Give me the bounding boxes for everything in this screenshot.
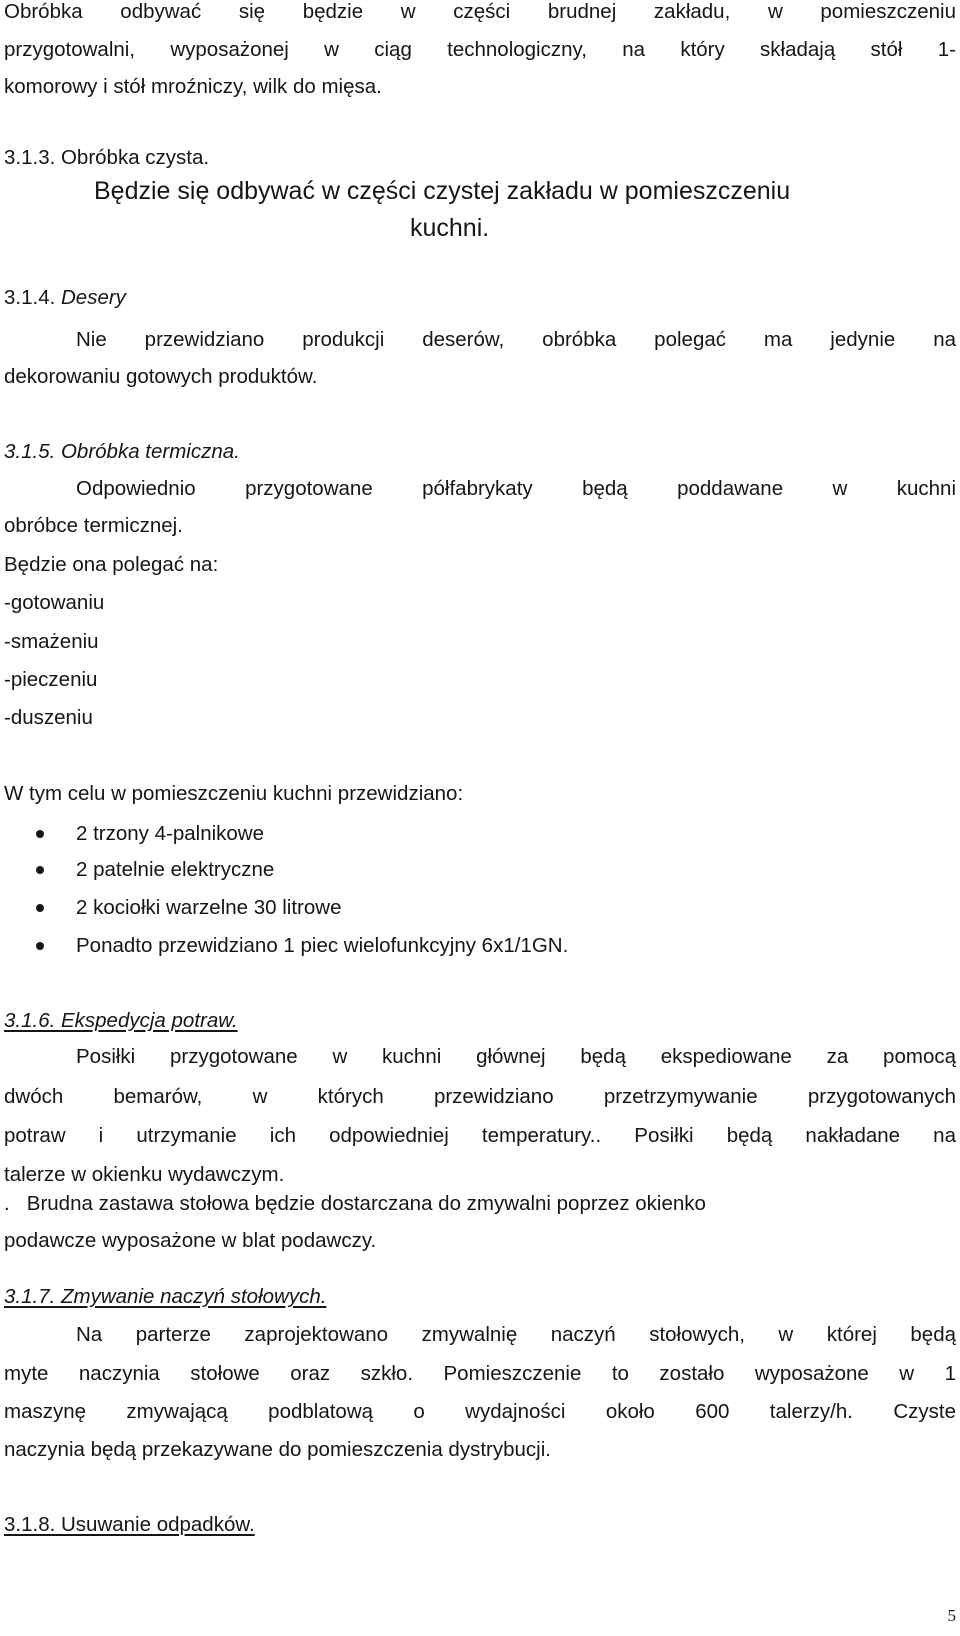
- section-heading: [4, 286, 956, 310]
- paragraph-line: dwóch bemarów, w których przewidziano przetrzymywanie przygotowanych: [4, 1085, 956, 1108]
- bullet-icon: [36, 830, 44, 838]
- list-item: -gotowaniu: [4, 591, 105, 614]
- paragraph-line: obróbce termicznej.: [4, 514, 183, 537]
- paragraph-line: dekorowaniu gotowych produktów.: [4, 365, 318, 388]
- paragraph-line: Będzie ona polegać na:: [4, 553, 219, 576]
- paragraph-line: komorowy i stół mroźniczy, wilk do mięsa.: [4, 75, 382, 98]
- paragraph-line: przygotowalni, wyposażonej w ciąg technologiczny, na który składają stół 1-: [4, 38, 956, 61]
- list-item: -duszeniu: [4, 706, 93, 729]
- bullet-item: Ponadto przewidziano 1 piec wielofunkcyjny 6x1/1GN.: [76, 934, 569, 957]
- section-title: Desery: [61, 286, 126, 309]
- bullet-item: 2 trzony 4-palnikowe: [76, 822, 265, 845]
- list-item: -smażeniu: [4, 630, 99, 653]
- bullet-item: 2 patelnie elektryczne: [76, 858, 275, 881]
- section-heading: 3.1.5. Obróbka termiczna.: [4, 440, 240, 463]
- paragraph-line: podawcze wyposażone w blat podawczy.: [4, 1229, 377, 1252]
- paragraph-line: Na parterze zaprojektowano zmywalnię naczyń stołowych, w której będą: [76, 1323, 956, 1346]
- section-heading: 3.1.8. Usuwanie odpadków.: [4, 1513, 255, 1536]
- paragraph-line: maszynę zmywającą podblatową o wydajności około 600 talerzy/h. Czyste: [4, 1400, 956, 1423]
- paragraph-line: talerze w okienku wydawczym.: [4, 1163, 285, 1186]
- page-number: 5: [947, 1606, 956, 1625]
- section-heading: 3.1.3. Obróbka czysta.: [4, 146, 210, 169]
- paragraph-line: kuchni.: [410, 214, 490, 242]
- section-heading: 3.1.7. Zmywanie naczyń stołowych.: [4, 1285, 327, 1308]
- paragraph-line: W tym celu w pomieszczeniu kuchni przewidziano:: [4, 782, 464, 805]
- bullet-icon: [36, 942, 44, 950]
- paragraph-line: potraw i utrzymanie ich odpowiedniej temperatury.. Posiłki będą nakładane na: [4, 1124, 956, 1147]
- paragraph-line: naczynia będą przekazywane do pomieszczenia dystrybucji.: [4, 1438, 551, 1461]
- paragraph-line: Obróbka odbywać się będzie w części brudnej zakładu, w pomieszczeniu: [4, 0, 956, 23]
- list-item: -pieczeniu: [4, 668, 98, 691]
- section-heading: 3.1.6. Ekspedycja potraw.: [4, 1009, 238, 1032]
- bullet-icon: [36, 866, 44, 874]
- bullet-item: 2 kociołki warzelne 30 litrowe: [76, 896, 342, 919]
- paragraph-line: . Brudna zastawa stołowa będzie dostarczana do zmywalni poprzez okienko: [4, 1192, 706, 1215]
- paragraph-line: Odpowiednio przygotowane półfabrykaty będą poddawane w kuchni: [76, 477, 956, 500]
- paragraph-line: myte naczynia stołowe oraz szkło. Pomieszczenie to zostało wyposażone w 1: [4, 1362, 956, 1385]
- bullet-icon: [36, 904, 44, 912]
- paragraph-line: Nie przewidziano produkcji deserów, obróbka polegać ma jedynie na: [76, 328, 956, 351]
- paragraph-line: Posiłki przygotowane w kuchni głównej będą ekspediowane za pomocą: [76, 1045, 956, 1068]
- paragraph-line: Będzie się odbywać w części czystej zakładu w pomieszczeniu: [94, 177, 791, 205]
- section-number: 3.1.4.: [4, 286, 56, 309]
